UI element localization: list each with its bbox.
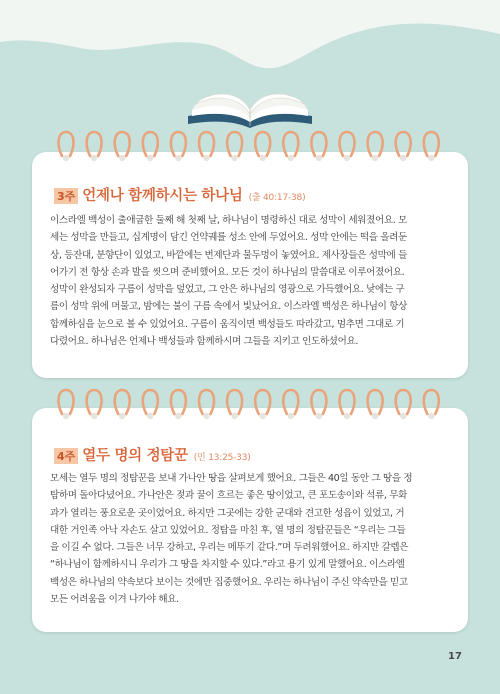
spiral-ring-icon (340, 390, 355, 419)
text-line: 성막이 완성되자 구름이 성막을 덮었고, 그 안은 하나님의 영광으로 가득했어요. 낮에는 구 (50, 284, 405, 296)
text-line: 과가 열리는 풍요로운 곳이었어요. 하지만 그곳에는 강한 군대와 견고한 성읍이 있었고, 거 (50, 507, 405, 519)
scripture-reference: (민 13:25-33) (193, 453, 251, 463)
text-line: 함께하심을 눈으로 볼 수 있었어요. 구름이 움직이면 백성들도 따라갔고, 멈추면 그대로 기 (50, 318, 405, 330)
section-title: 열두 명의 정탐꾼 (82, 448, 188, 464)
text-line: 백성은 하나님의 약속보다 보이는 것에만 집중했어요. 우리는 하나님이 주신 약속만을 믿고 (50, 576, 408, 588)
spiral-ring-icon (227, 390, 242, 419)
text-line: 이스라엘 백성이 출애굽한 둘째 해 첫째 날, 하나님이 명령하신 대로 성막이 세워졌어요. 모 (50, 215, 407, 226)
spiral-ring-icon (340, 132, 355, 161)
spiral-ring-icon (396, 390, 411, 419)
text-line: 다렸어요. 하나님은 언제나 백성들과 함께하시며 그들을 지키고 인도하셨어요. (50, 336, 359, 348)
week-badge: 3주 (54, 188, 78, 204)
section-title: 언제나 함께하시는 하나님 (82, 188, 243, 204)
story-card-week3 (32, 152, 468, 378)
text-line: 을 이길 수 없다. 그들은 너무 강하고, 우리는 메뚜기 같다.”며 두려워했어요. 하지만 갈렙은 (50, 542, 409, 554)
spiral-ring-icon (424, 390, 439, 419)
spiral-rings-top (0, 126, 500, 166)
spiral-ring-icon (199, 390, 214, 419)
spiral-ring-icon (59, 390, 74, 419)
spiral-ring-icon (143, 132, 158, 161)
scripture-reference: (출 40:17-38) (248, 193, 306, 203)
spiral-ring-icon (171, 390, 186, 419)
text-line: 상, 등잔대, 분향단이 있었고, 바깥에는 번제단과 물두멍이 놓였어요. 제사장들은 성막에 들 (50, 249, 407, 261)
section-heading (54, 444, 251, 465)
spiral-ring-icon (255, 390, 270, 419)
spiral-ring-icon (171, 132, 186, 161)
open-book-icon (184, 86, 316, 128)
page-number: 17 (448, 651, 462, 662)
text-line: 모세는 열두 명의 정탐꾼을 보내 가나안 땅을 살펴보게 했어요. 그들은 40일 동안 그 땅을 정 (50, 473, 413, 484)
text-line: 세는 성막을 만들고, 십계명이 담긴 언약궤를 성소 안에 두었어요. 성막 안에는 떡을 올려둔 (50, 232, 407, 244)
text-line: 름이 성막 위에 머물고, 밤에는 불이 구름 속에서 빛났어요. 이스라엘 백성은 하나님이 항상 (50, 301, 407, 313)
spiral-ring-icon (87, 132, 102, 161)
spiral-ring-icon (396, 132, 411, 161)
week-badge: 4주 (54, 448, 78, 464)
story-text (50, 212, 452, 350)
spiral-ring-icon (115, 390, 130, 419)
spiral-ring-icon (283, 390, 298, 419)
spiral-ring-icon (368, 132, 383, 161)
spiral-ring-icon (311, 390, 326, 419)
spiral-ring-icon (368, 390, 383, 419)
text-line: 대한 거인족 아낙 자손도 살고 있었어요. 정탐을 마친 후, 열 명의 정탐꾼들은 “우리는 그들 (50, 524, 406, 536)
text-line: 모든 어려움을 이겨 나가야 해요. (50, 594, 179, 606)
top-wave-band (0, 0, 500, 100)
text-line: “하나님이 함께하시니 우리가 그 땅을 차지할 수 있다.”라고 용기 있게 말했어요. 이스라엘 (50, 559, 405, 571)
story-card-week4 (32, 408, 468, 632)
spiral-ring-icon (87, 390, 102, 419)
spiral-ring-icon (311, 132, 326, 161)
text-line: 탐하며 돌아다녔어요. 가나안은 젖과 꿀이 흐르는 좋은 땅이었고, 큰 포도송이와 석류, 무화 (50, 490, 407, 502)
text-line: 어가기 전 항상 손과 발을 씻으며 준비했어요. 모든 것이 하나님의 말씀대로 이루어졌어요. (50, 266, 405, 278)
spiral-ring-icon (255, 132, 270, 161)
spiral-ring-icon (199, 132, 214, 161)
spiral-ring-icon (424, 132, 439, 161)
spiral-ring-icon (227, 132, 242, 161)
spiral-ring-icon (143, 390, 158, 419)
section-heading (54, 184, 305, 205)
spiral-ring-icon (59, 132, 74, 161)
spiral-ring-icon (283, 132, 298, 161)
spiral-ring-icon (115, 132, 130, 161)
spiral-rings-bottom (0, 384, 500, 424)
story-text (50, 470, 452, 608)
